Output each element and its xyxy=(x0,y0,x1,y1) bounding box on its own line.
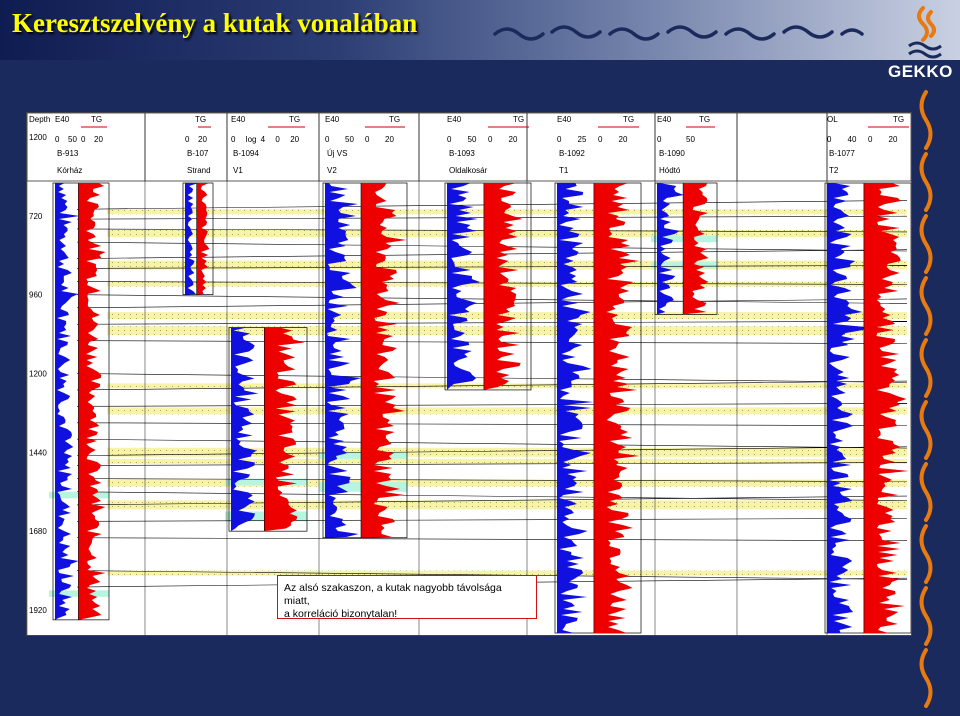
well-curve-label: E40 xyxy=(557,115,572,124)
side-wave-segment xyxy=(922,216,931,272)
logo-text: GEKKO xyxy=(888,62,953,81)
well-curve-label: E40 xyxy=(447,115,462,124)
well-scale-label: 20 xyxy=(198,135,207,144)
well-scale-label: 0 xyxy=(185,135,190,144)
well-location: V1 xyxy=(233,166,243,175)
well-location: V2 xyxy=(327,166,337,175)
side-wave-segment xyxy=(922,650,931,706)
well-scale-label: 0 xyxy=(325,135,330,144)
slide-title: Keresztszelvény a kutak vonalában xyxy=(12,8,418,38)
well-id: B-913 xyxy=(57,149,79,158)
well-scale-label: 50 xyxy=(686,135,695,144)
depth-tick-label: 960 xyxy=(29,290,43,300)
well-curve-label: E40 xyxy=(657,115,672,124)
well-scale-label: 0 xyxy=(447,135,452,144)
correlation-line xyxy=(77,492,907,501)
side-wave-segment xyxy=(922,526,931,582)
well-curve-label: E40 xyxy=(55,115,70,124)
well-scale-label: 0 xyxy=(488,135,493,144)
depth-tick-label: 1200 xyxy=(29,369,47,379)
well-scale-label: 50 xyxy=(345,135,354,144)
side-wave-segment xyxy=(922,92,931,148)
annotation-line-1: Az alsó szakaszon, a kutak nagyobb távolsága miatt, xyxy=(284,582,502,607)
blue-log-curve xyxy=(557,183,594,633)
well-scale-label: 50 xyxy=(467,135,477,144)
side-wave-segment xyxy=(922,402,931,458)
depth-tick-label: 1920 xyxy=(29,606,47,616)
well-scale-label: 20 xyxy=(385,135,394,144)
well-scale-label: 0 xyxy=(231,135,236,144)
correlation-line xyxy=(77,538,907,541)
well-id: B-1093 xyxy=(449,149,475,158)
depth-label: Depth xyxy=(29,115,51,124)
red-log-curve xyxy=(78,183,105,620)
well-scale-label: 20 xyxy=(618,135,628,144)
header-box xyxy=(737,113,827,181)
well-scale-label: 20 xyxy=(94,135,103,144)
well-curve-label: E40 xyxy=(325,115,340,124)
correlation-line xyxy=(77,518,907,521)
well-curve-label: E40 xyxy=(231,115,246,124)
well-scale-label: 0 xyxy=(868,135,873,144)
well-id: Új VS xyxy=(327,149,348,158)
well-scale-label: 25 xyxy=(577,135,587,144)
side-wave-segment xyxy=(922,278,931,334)
well-curve-label: TG xyxy=(513,115,525,124)
correlation-line xyxy=(77,439,907,448)
well-location: Oldalkosár xyxy=(449,166,488,175)
blue-log-curve xyxy=(55,183,80,620)
well-curve-label: TG xyxy=(195,115,207,124)
side-wave-segment xyxy=(922,154,931,210)
well-id: B-1090 xyxy=(659,149,685,158)
side-wave-segment xyxy=(922,340,931,396)
well-location: T1 xyxy=(559,166,569,175)
well-scale-label: 0 xyxy=(657,135,662,144)
well-scale-label: 0 xyxy=(275,135,280,144)
well-scale-label: 0 xyxy=(557,135,562,144)
cross-section-diagram xyxy=(27,113,911,635)
well-location: T2 xyxy=(829,166,839,175)
well-curve-label: TG xyxy=(893,115,905,124)
annotation-line-2: a korreláció bizonytalan! xyxy=(284,608,398,620)
well-scale-label: 20 xyxy=(508,135,518,144)
well-id: B-1077 xyxy=(829,149,855,158)
well-scale-label: 20 xyxy=(290,135,300,144)
red-log-curve xyxy=(197,183,210,295)
well-curve-label: TG xyxy=(389,115,401,124)
correlation-line xyxy=(77,423,907,426)
well-scale-label: 0 xyxy=(55,135,60,144)
well-scale-label: 0 xyxy=(365,135,370,144)
side-wave-decoration-icon xyxy=(908,88,948,708)
side-wave-segment xyxy=(922,464,931,520)
well-id: B-107 xyxy=(187,149,209,158)
annotation-box xyxy=(277,575,537,619)
well-curve-label: OL xyxy=(827,115,838,124)
well-id: B-1094 xyxy=(233,149,259,158)
well-location: Strand xyxy=(187,166,211,175)
well-location: Kórház xyxy=(57,166,83,175)
wave-decoration-icon xyxy=(490,12,890,52)
depth-tick-label: 1680 xyxy=(29,527,47,537)
well-scale-label: 0 xyxy=(81,135,86,144)
well-curve-label: TG xyxy=(623,115,635,124)
well-scale-label: 4 xyxy=(260,135,266,144)
well-scale-label: 0 xyxy=(598,135,603,144)
depth-tick-label: 1440 xyxy=(29,448,47,458)
red-log-curve xyxy=(683,183,709,314)
well-scale-label: 20 xyxy=(888,135,898,144)
well-scale-label: 50 xyxy=(68,135,77,144)
well-location: Hódtó xyxy=(659,166,681,175)
well-scale-label: 0 xyxy=(827,135,832,144)
correlation-line xyxy=(77,403,907,406)
flame-logo-icon xyxy=(905,4,945,64)
header-box xyxy=(145,113,227,181)
depth-top-value: 1200 xyxy=(29,133,47,142)
well-curve-label: TG xyxy=(91,115,103,124)
header-box xyxy=(527,113,655,181)
cross-section-panel xyxy=(26,112,912,636)
depth-tick-label: 720 xyxy=(29,211,43,221)
well-curve-label: TG xyxy=(289,115,301,124)
well-curve-label: TG xyxy=(699,115,711,124)
well-scale-label: log xyxy=(245,135,257,144)
well-id: B-1092 xyxy=(559,149,585,158)
side-wave-segment xyxy=(922,588,931,644)
well-scale-label: 40 xyxy=(847,135,857,144)
